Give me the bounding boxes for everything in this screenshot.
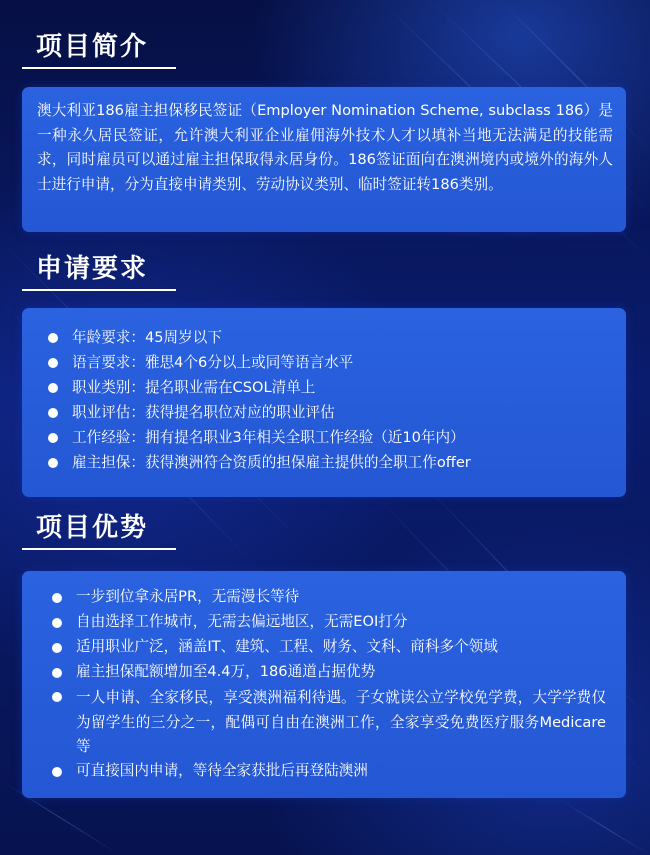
requirement-text: 职业评估：获得提名职位对应的职业评估: [72, 404, 335, 421]
bullet-dot-icon: [48, 383, 58, 393]
section-title-requirements: [36, 246, 148, 286]
advantages-list: [52, 586, 612, 785]
intro-title-text: 项目简介: [36, 31, 149, 62]
list-item: [48, 326, 608, 351]
requirements-title-underline: [22, 289, 176, 291]
requirement-text: 语言要求：雅思4个6分以上或同等语言水平: [72, 354, 354, 371]
requirements-title-text: 申请要求: [36, 253, 149, 284]
bullet-dot-icon: [52, 692, 62, 702]
list-item: [52, 661, 612, 686]
intro-title-underline: [22, 67, 176, 69]
bullet-dot-icon: [48, 358, 58, 368]
bullet-dot-icon: [48, 333, 58, 343]
requirement-text: 工作经验：拥有提名职业3年相关全职工作经验（近10年内）: [72, 429, 465, 446]
advantage-text: 一步到位拿永居PR，无需漫长等待: [76, 588, 300, 605]
advantages-title-underline: [22, 548, 176, 550]
list-item: [48, 426, 608, 451]
advantages-panel: [22, 571, 626, 798]
list-item: [48, 376, 608, 401]
intro-panel: [22, 87, 626, 232]
list-item: [48, 451, 608, 476]
requirements-list: [48, 326, 608, 476]
bullet-dot-icon: [52, 668, 62, 678]
advantage-text: 一人申请、全家移民，享受澳洲福利待遇。子女就读公立学校免学费，大学学费仅为留学生的三分之一，配偶可自由在澳洲工作，全家享受免费医疗服务Medicare等: [76, 689, 606, 755]
bullet-dot-icon: [48, 458, 58, 468]
requirements-panel: [22, 308, 626, 497]
bullet-dot-icon: [52, 643, 62, 653]
requirement-text: 年龄要求：45周岁以下: [72, 329, 222, 346]
requirement-text: 雇主担保：获得澳洲符合资质的担保雇主提供的全职工作offer: [72, 454, 471, 471]
bullet-dot-icon: [48, 433, 58, 443]
list-item: [52, 586, 612, 611]
advantage-text: 适用职业广泛，涵盖IT、建筑、工程、财务、文科、商科多个领域: [76, 638, 498, 655]
section-title-intro: [36, 24, 148, 64]
list-item: [52, 636, 612, 661]
advantage-text: 可直接国内申请，等待全家获批后再登陆澳洲: [76, 762, 368, 779]
list-item: [52, 686, 612, 760]
requirement-text: 职业类别：提名职业需在CSOL清单上: [72, 379, 316, 396]
advantage-text: 自由选择工作城市，无需去偏远地区，无需EOI打分: [76, 613, 408, 630]
section-title-advantages: [36, 505, 148, 545]
intro-paragraph: 澳大利亚186雇主担保移民签证（Employer Nomination Scheme, subclass 186）是一种永久居民签证，允许澳大利亚企业雇佣海外技术人才以填补当地无法满足的技能需求，同时雇员可以通过雇主担保取得永居身份。186签证面向在澳洲境内或境外的海外人士进行申请，分为直接申请类别、劳动协议类别、临时签证转186类别。: [37, 102, 613, 193]
bullet-dot-icon: [52, 618, 62, 628]
list-item: [52, 760, 612, 785]
advantages-title-text: 项目优势: [36, 512, 149, 543]
bullet-dot-icon: [52, 593, 62, 603]
list-item: [48, 401, 608, 426]
advantage-text: 雇主担保配额增加至4.4万，186通道占据优势: [76, 663, 376, 680]
bullet-dot-icon: [52, 767, 62, 777]
bullet-dot-icon: [48, 408, 58, 418]
list-item: [52, 611, 612, 636]
list-item: [48, 351, 608, 376]
